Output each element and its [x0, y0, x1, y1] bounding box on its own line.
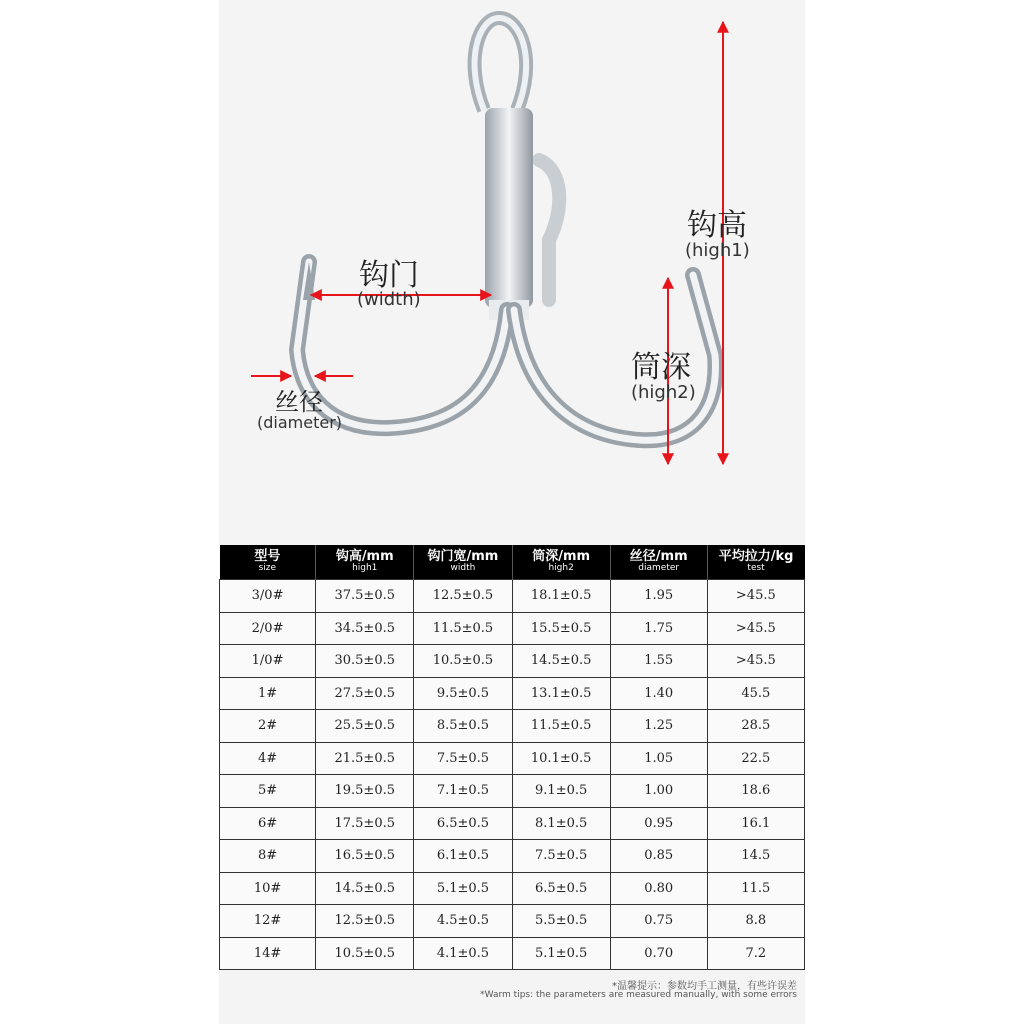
table-row [220, 840, 805, 873]
table-cell: 6.5±0.5 [414, 807, 512, 840]
table-cell: 15.5±0.5 [512, 612, 610, 645]
table-cell: 27.5±0.5 [316, 677, 414, 710]
table-cell: 1.95 [610, 580, 707, 613]
table-row [220, 710, 805, 743]
high1-label-cn: 钩高 [687, 208, 747, 243]
table-row [220, 872, 805, 905]
table-cell: 1.25 [610, 710, 707, 743]
spec-table-header [220, 545, 805, 580]
table-cell: 10.5±0.5 [414, 645, 512, 678]
table-cell: 2# [220, 710, 316, 743]
table-row [220, 677, 805, 710]
table-cell: 11.5±0.5 [414, 612, 512, 645]
table-cell: 5# [220, 775, 316, 808]
table-cell: 12.5±0.5 [316, 905, 414, 938]
table-cell: >45.5 [707, 612, 804, 645]
table-row [220, 937, 805, 970]
table-cell: 0.75 [610, 905, 707, 938]
table-cell: 14.5±0.5 [316, 872, 414, 905]
header-size: 型号 size [220, 545, 316, 580]
header-test: 平均拉力/kg test [707, 545, 804, 580]
table-cell: 37.5±0.5 [316, 580, 414, 613]
table-row [220, 580, 805, 613]
table-cell: 4.5±0.5 [414, 905, 512, 938]
table-cell: >45.5 [707, 645, 804, 678]
table-cell: 6# [220, 807, 316, 840]
table-row [220, 905, 805, 938]
table-cell: 19.5±0.5 [316, 775, 414, 808]
table-cell: >45.5 [707, 580, 804, 613]
table-cell: 12# [220, 905, 316, 938]
hook-diagram [219, 0, 805, 520]
table-cell: 3/0# [220, 580, 316, 613]
table-cell: 18.1±0.5 [512, 580, 610, 613]
hook-shank [485, 108, 533, 320]
header-high2: 筒深/mm high2 [512, 545, 610, 580]
table-cell: 14.5±0.5 [512, 645, 610, 678]
table-cell: 16.1 [707, 807, 804, 840]
table-cell: 21.5±0.5 [316, 742, 414, 775]
back-hook [539, 160, 559, 300]
table-cell: 25.5±0.5 [316, 710, 414, 743]
table-cell: 12.5±0.5 [414, 580, 512, 613]
table-cell: 5.1±0.5 [512, 937, 610, 970]
table-cell: 9.5±0.5 [414, 677, 512, 710]
table-cell: 1.40 [610, 677, 707, 710]
header-diameter: 丝径/mm diameter [610, 545, 707, 580]
table-cell: 7.2 [707, 937, 804, 970]
table-cell: 14# [220, 937, 316, 970]
width-label-cn: 钩门 [359, 258, 419, 293]
table-cell: 5.5±0.5 [512, 905, 610, 938]
table-cell: 11.5 [707, 872, 804, 905]
spec-table [219, 545, 805, 970]
table-row [220, 775, 805, 808]
table-cell: 22.5 [707, 742, 804, 775]
table-cell: 34.5±0.5 [316, 612, 414, 645]
table-cell: 0.70 [610, 937, 707, 970]
table-cell: 6.1±0.5 [414, 840, 512, 873]
table-cell: 4# [220, 742, 316, 775]
hook-eye [475, 18, 527, 110]
table-cell: 7.1±0.5 [414, 775, 512, 808]
table-cell: 2/0# [220, 612, 316, 645]
diameter-label-cn: 丝径 [275, 388, 323, 416]
table-cell: 0.95 [610, 807, 707, 840]
high2-label-cn: 筒深 [631, 350, 691, 385]
table-cell: 5.1±0.5 [414, 872, 512, 905]
table-cell: 8.1±0.5 [512, 807, 610, 840]
table-row [220, 742, 805, 775]
table-cell: 9.1±0.5 [512, 775, 610, 808]
table-cell: 7.5±0.5 [512, 840, 610, 873]
table-cell: 10.1±0.5 [512, 742, 610, 775]
warm-tip-cn: *温馨提示：参数均手工测量，有些许误差 [612, 981, 797, 992]
table-cell: 1/0# [220, 645, 316, 678]
table-cell: 4.1±0.5 [414, 937, 512, 970]
table-cell: 45.5 [707, 677, 804, 710]
table-row [220, 612, 805, 645]
table-cell: 7.5±0.5 [414, 742, 512, 775]
table-cell: 1.55 [610, 645, 707, 678]
table-cell: 0.80 [610, 872, 707, 905]
table-cell: 0.85 [610, 840, 707, 873]
table-cell: 8.5±0.5 [414, 710, 512, 743]
table-cell: 13.1±0.5 [512, 677, 610, 710]
table-cell: 6.5±0.5 [512, 872, 610, 905]
table-cell: 8# [220, 840, 316, 873]
high1-label-en: (high1) [685, 240, 750, 261]
table-cell: 10.5±0.5 [316, 937, 414, 970]
table-row [220, 645, 805, 678]
table-cell: 1.00 [610, 775, 707, 808]
table-cell: 28.5 [707, 710, 804, 743]
table-cell: 11.5±0.5 [512, 710, 610, 743]
product-panel [219, 0, 805, 1024]
header-high1: 钩高/mm high1 [316, 545, 414, 580]
table-cell: 1.05 [610, 742, 707, 775]
table-cell: 1.75 [610, 612, 707, 645]
table-row [220, 807, 805, 840]
width-label-en: (width) [357, 289, 421, 310]
diameter-label-en: (diameter) [257, 413, 343, 432]
warm-tip-en: *Warm tips: the parameters are measured manually, with some errors [480, 990, 797, 1000]
table-cell: 16.5±0.5 [316, 840, 414, 873]
table-cell: 8.8 [707, 905, 804, 938]
table-cell: 10# [220, 872, 316, 905]
table-cell: 18.6 [707, 775, 804, 808]
table-cell: 14.5 [707, 840, 804, 873]
table-cell: 17.5±0.5 [316, 807, 414, 840]
header-width: 钩门宽/mm width [414, 545, 512, 580]
table-cell: 1# [220, 677, 316, 710]
table-cell: 30.5±0.5 [316, 645, 414, 678]
high2-label-en: (high2) [631, 382, 696, 403]
